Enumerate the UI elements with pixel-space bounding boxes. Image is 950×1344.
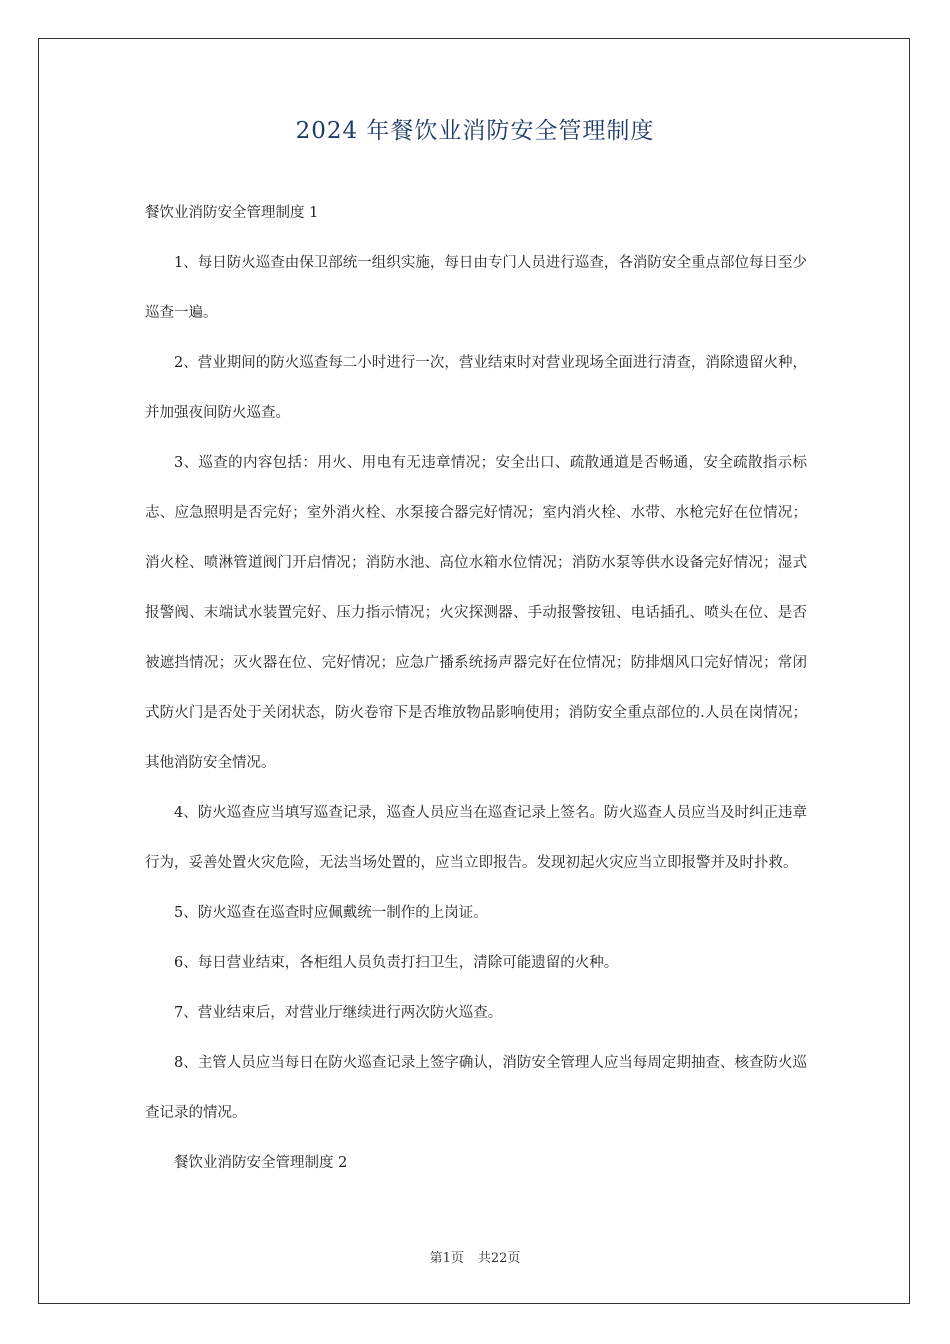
paragraph: 6、每日营业结束，各柜组人员负责打扫卫生，清除可能遗留的火种。 [174,955,619,971]
section-heading: 餐饮业消防安全管理制度 2 [174,1155,348,1171]
paragraph: 1、每日防火巡查由保卫部统一组织实施，每日由专门人员进行巡查，各消防安全重点部位每日至少巡查一遍。 [145,255,807,321]
page-footer [0,1247,950,1266]
section-heading: 餐饮业消防安全管理制度 1 [145,205,319,221]
document-title: 2024 年餐饮业消防安全管理制度 [295,118,655,144]
document-body [145,188,807,1188]
paragraph: 3、巡查的内容包括：用火、用电有无违章情况；安全出口、疏散通道是否畅通，安全疏散指示标志、应急照明是否完好；室外消火栓、水泵接合器完好情况；室内消火栓、水带、水枪完好在位情况；消火栓、喷淋管道阀门开启情况；消防水池、高位水箱水位情况；消防水泵等供水设备完好情况；湿式报警阀、末端试水装置完好、压力指示情况；火灾探测器、手动报警按钮、电话插孔、喷头在位、是否被遮挡情况；灭火器在位、完好情况；应急广播系统扬声器完好在位情况；防排烟风口完好情况；常闭式防火门是否处于关闭状态，防火卷帘下是否堆放物品影响使用；消防安全重点部位的.人员在岗情况；其他消防安全情况。 [145,455,807,771]
paragraph: 5、防火巡查在巡查时应佩戴统一制作的上岗证。 [174,905,488,921]
page-number: 第1页 [429,1251,464,1266]
page-total: 共22页 [477,1251,521,1266]
paragraph: 4、防火巡查应当填写巡查记录，巡查人员应当在巡查记录上签名。防火巡查人员应当及时纠正违章行为，妥善处置火灾危险，无法当场处置的，应当立即报告。发现初起火灾应当立即报警并及时扑救。 [145,805,807,871]
paragraph: 2、营业期间的防火巡查每二小时进行一次，营业结束时对营业现场全面进行清查，消除遗留火种，并加强夜间防火巡查。 [145,355,807,421]
paragraph: 7、营业结束后，对营业厅继续进行两次防火巡查。 [174,1005,503,1021]
paragraph: 8、主管人员应当每日在防火巡查记录上签字确认，消防安全管理人应当每周定期抽查、核查防火巡查记录的情况。 [145,1055,807,1121]
